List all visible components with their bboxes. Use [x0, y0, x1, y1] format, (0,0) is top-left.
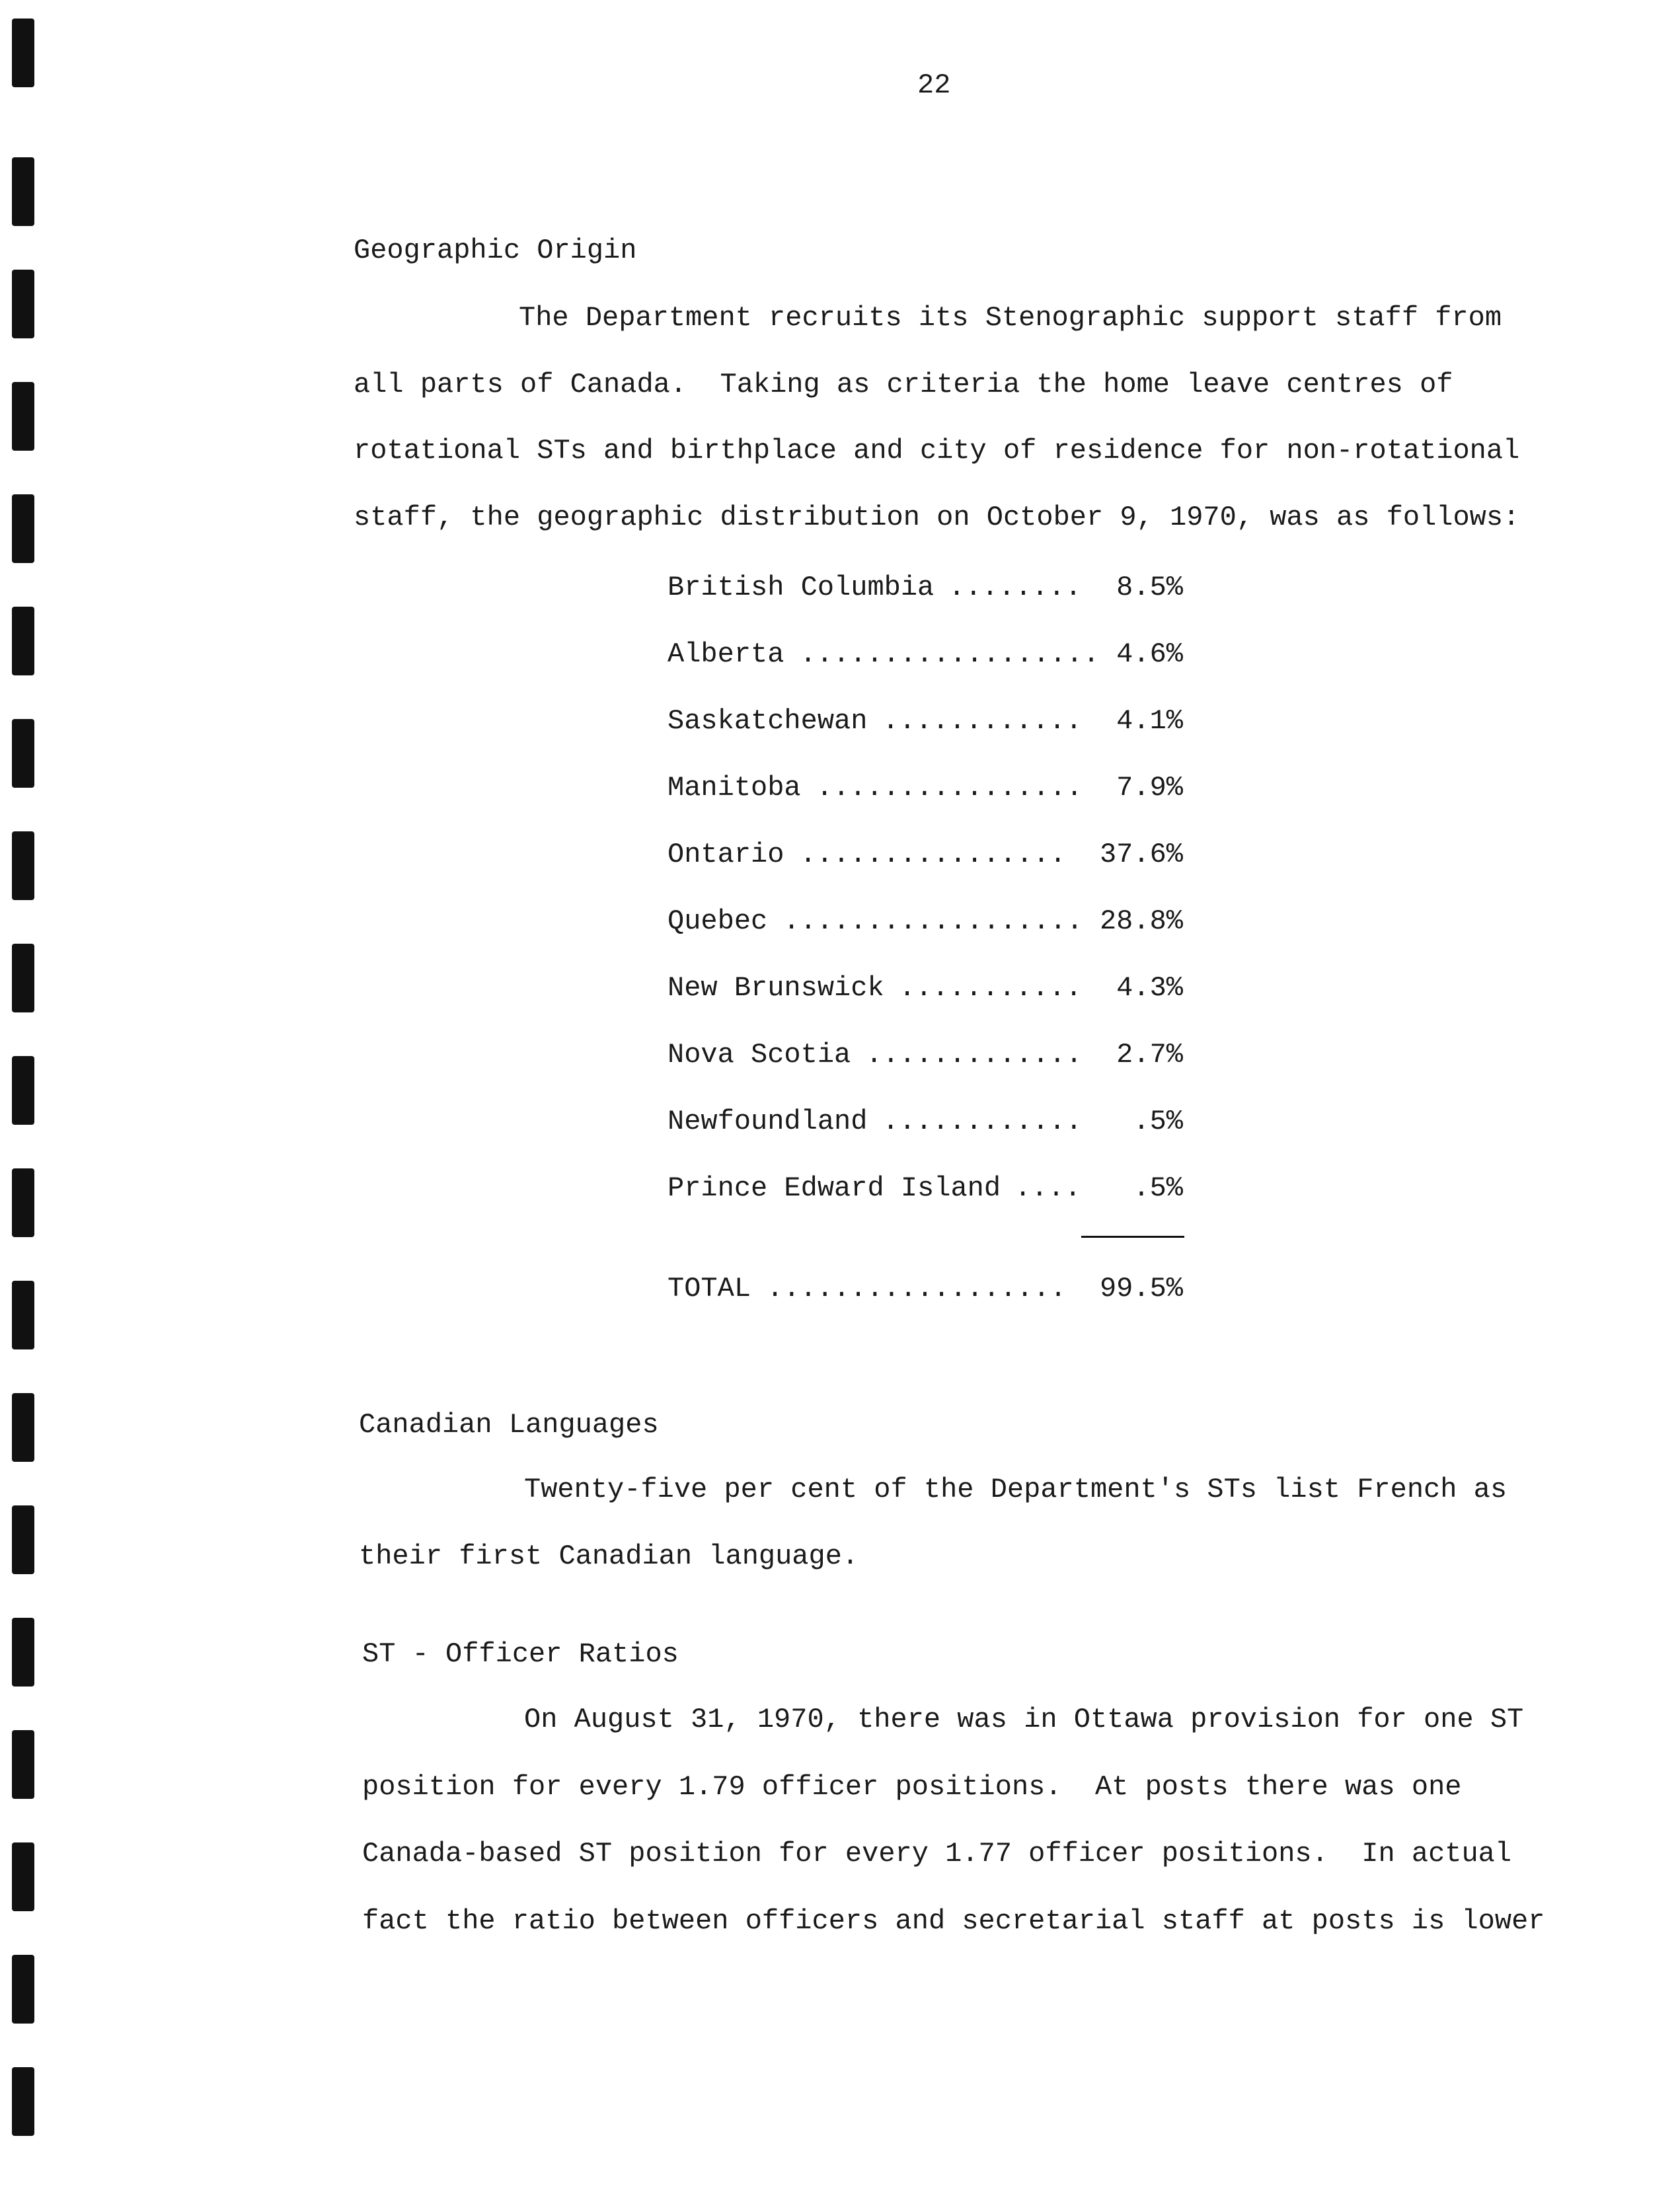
paragraph-line: Canada-based ST position for every 1.77 officer positions. In actual	[362, 1838, 1512, 1870]
leader-dots: ................	[800, 839, 1067, 870]
distribution-row	[668, 1172, 1183, 1205]
paragraph-line: Twenty-five per cent of the Department's STs list French as	[524, 1474, 1508, 1505]
binder-mark	[12, 719, 34, 788]
total-row	[668, 1273, 1183, 1306]
section-heading-languages: Canadian Languages	[359, 1409, 659, 1441]
province-percent: 37.6%	[1099, 839, 1183, 870]
paragraph-line: staff, the geographic distribution on October 9, 1970, was as follows:	[354, 502, 1520, 533]
paragraph-line: On August 31, 1970, there was in Ottawa provision for one ST	[524, 1704, 1524, 1735]
binder-mark	[12, 607, 34, 675]
province-name: Prince Edward Island	[668, 1172, 1001, 1204]
province-percent: 4.1%	[1116, 705, 1183, 737]
province-name: Alberta	[668, 638, 784, 670]
distribution-row	[668, 972, 1183, 1005]
leader-dots: ................	[816, 772, 1083, 804]
paragraph-line: The Department recruits its Stenographic support staff from	[519, 302, 1502, 334]
binder-mark	[12, 19, 34, 87]
binder-mark	[12, 1056, 34, 1125]
province-name: Ontario	[668, 839, 784, 870]
binder-mark	[12, 2067, 34, 2136]
binder-mark	[12, 944, 34, 1012]
binder-mark	[12, 1955, 34, 2024]
section-heading-ratios: ST - Officer Ratios	[362, 1638, 679, 1670]
leader-dots: ............	[882, 1106, 1083, 1137]
paragraph-line: position for every 1.79 officer positions. At posts there was one	[362, 1771, 1462, 1803]
page-number: 22	[917, 69, 951, 101]
total-percent: 99.5%	[1099, 1273, 1183, 1305]
leader-dots: .............	[866, 1039, 1083, 1071]
distribution-row	[668, 705, 1183, 738]
binder-mark	[12, 1393, 34, 1462]
province-name: Quebec	[668, 905, 768, 937]
distribution-row	[668, 905, 1183, 938]
province-name: Manitoba	[668, 772, 801, 804]
paragraph-line: their first Canadian language.	[359, 1540, 859, 1572]
binder-mark	[12, 1505, 34, 1574]
binder-mark	[12, 270, 34, 338]
province-percent: 8.5%	[1116, 572, 1183, 603]
distribution-row	[668, 1106, 1183, 1139]
province-percent: 4.6%	[1116, 638, 1183, 670]
binder-mark	[12, 494, 34, 563]
province-percent: 28.8%	[1099, 905, 1183, 937]
province-name: British Columbia	[668, 572, 935, 603]
paragraph-line: all parts of Canada. Taking as criteria the home leave centres of	[354, 369, 1453, 400]
leader-dots: ...........	[899, 972, 1083, 1004]
paragraph-line: fact the ratio between officers and secretarial staff at posts is lower	[362, 1905, 1545, 1937]
province-percent: 7.9%	[1116, 772, 1183, 804]
binder-mark	[12, 831, 34, 900]
province-name: Newfoundland	[668, 1106, 868, 1137]
province-percent: 2.7%	[1116, 1039, 1183, 1071]
province-name: Saskatchewan	[668, 705, 868, 737]
distribution-row	[668, 638, 1183, 671]
binder-mark	[12, 1842, 34, 1911]
distribution-row	[668, 1039, 1183, 1072]
distribution-row	[668, 839, 1183, 872]
total-rule	[1081, 1236, 1184, 1238]
distribution-row	[668, 772, 1183, 805]
binder-mark	[12, 1281, 34, 1349]
leader-dots: ........	[948, 572, 1082, 603]
section-heading-geographic: Geographic Origin	[354, 235, 637, 266]
binder-mark	[12, 157, 34, 226]
province-name: New Brunswick	[668, 972, 884, 1004]
binder-mark	[12, 1168, 34, 1237]
province-percent: .5%	[1133, 1172, 1183, 1204]
province-percent: .5%	[1133, 1106, 1183, 1137]
binder-mark	[12, 1618, 34, 1687]
leader-dots: ............	[882, 705, 1083, 737]
distribution-row	[668, 572, 1183, 605]
province-name: Nova Scotia	[668, 1039, 851, 1071]
leader-dots: ....	[1014, 1172, 1081, 1204]
binder-mark	[12, 1730, 34, 1799]
binder-mark	[12, 382, 34, 451]
leader-dots: ..................	[767, 1273, 1067, 1305]
paragraph-line: rotational STs and birthplace and city of residence for non-rotational	[354, 435, 1520, 467]
province-percent: 4.3%	[1116, 972, 1183, 1004]
leader-dots: ..................	[800, 638, 1100, 670]
total-label: TOTAL	[668, 1273, 751, 1305]
leader-dots: ..................	[783, 905, 1083, 937]
